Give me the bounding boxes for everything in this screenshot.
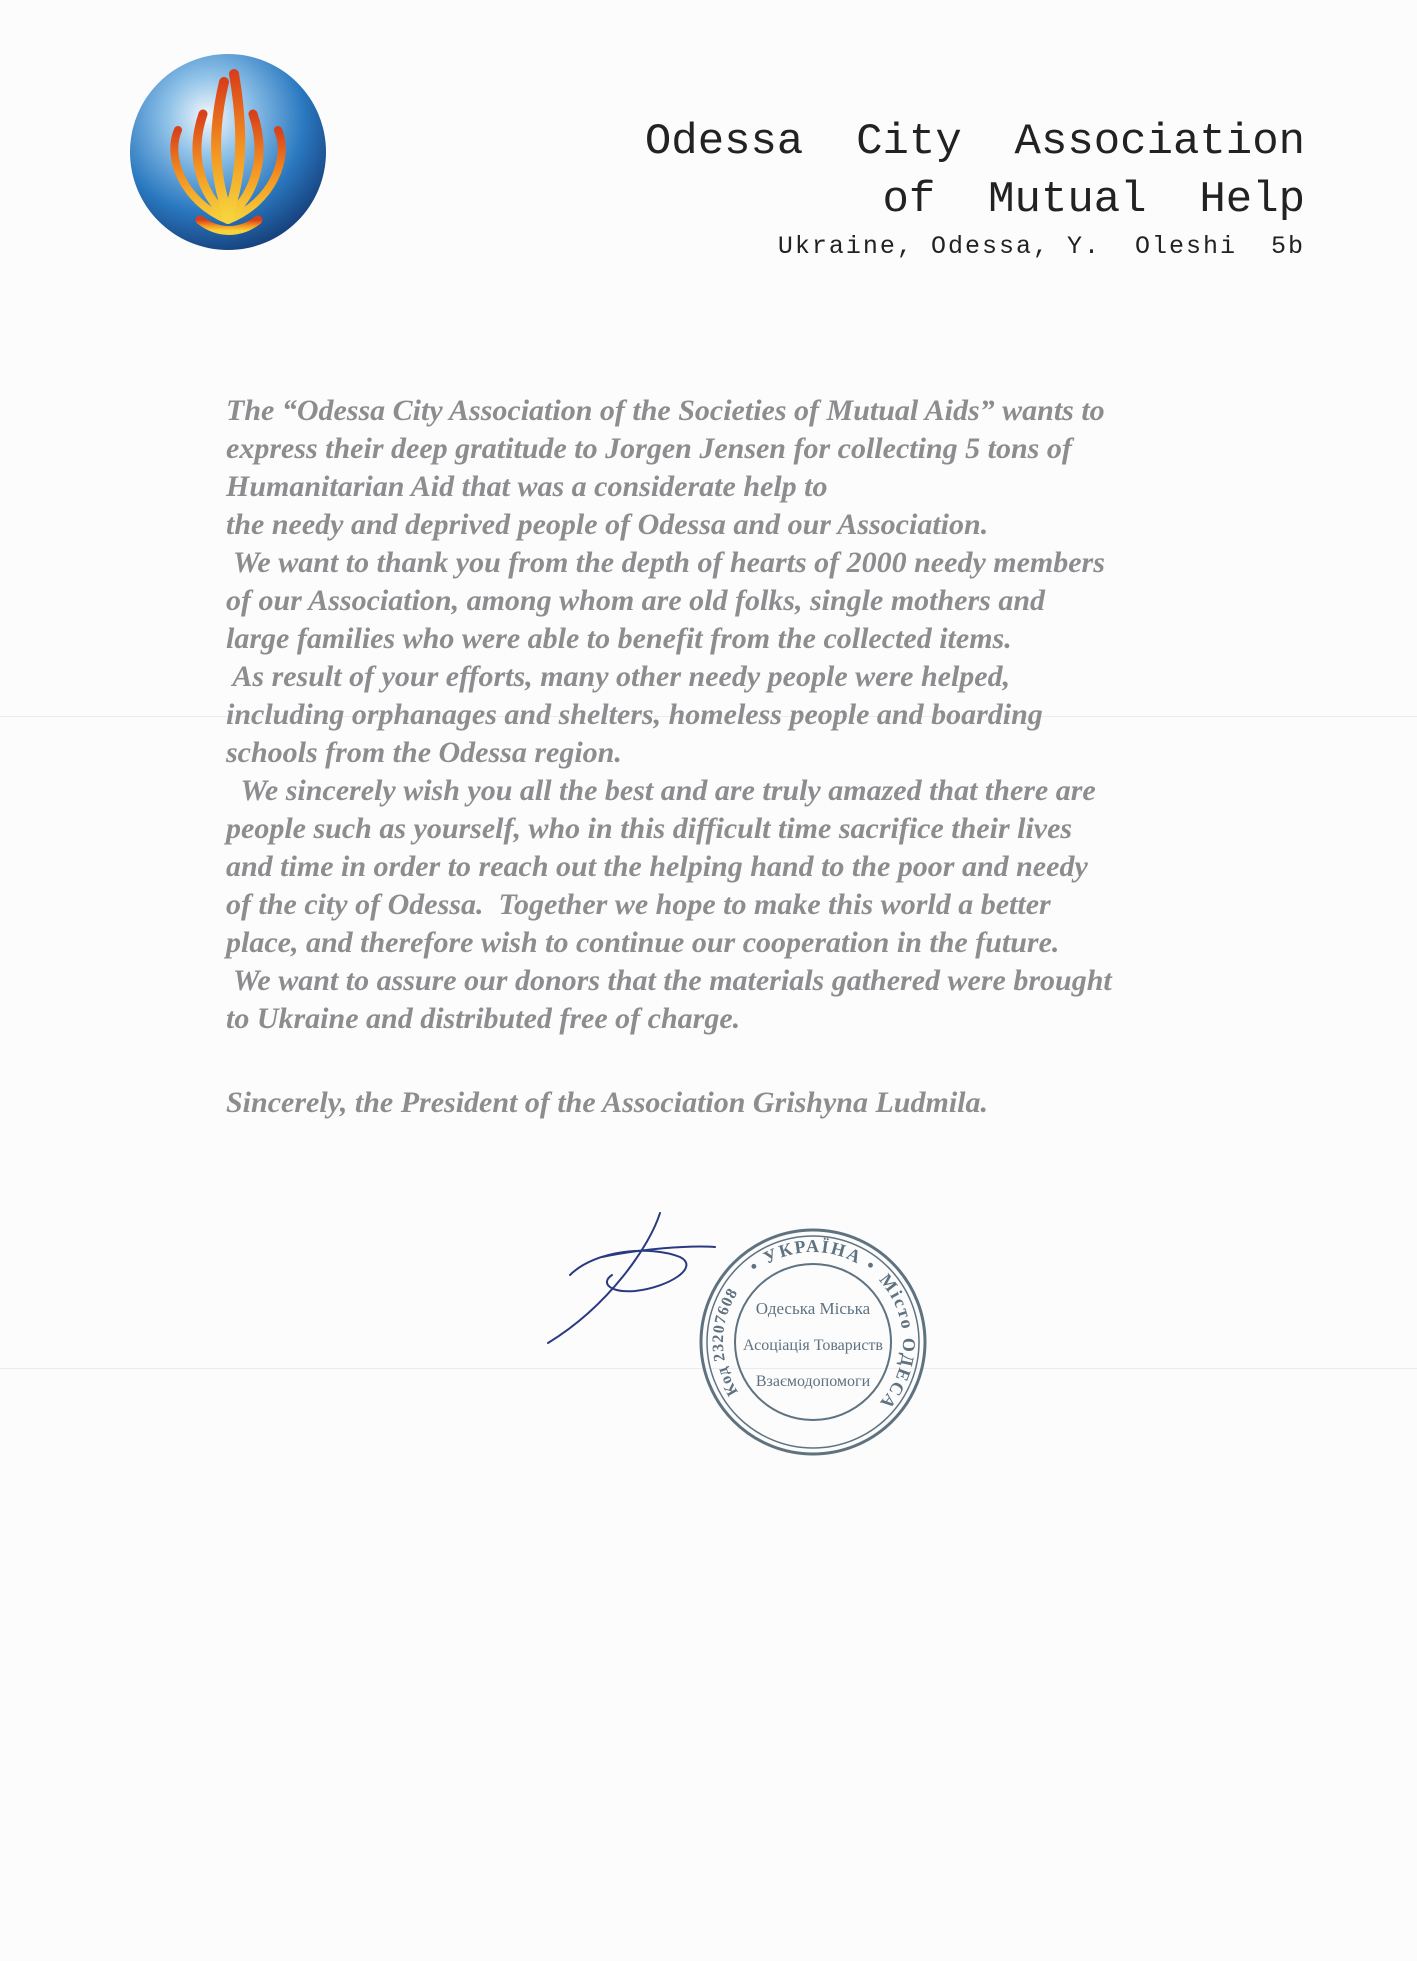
letter-line: We want to thank you from the depth of hearts of 2000 needy members xyxy=(226,546,1105,579)
letter-line: The “Odessa City Association of the Societies of Mutual Aids” wants to xyxy=(226,394,1105,427)
letter-line: including orphanages and shelters, homeless people and boarding xyxy=(226,698,1043,731)
letter-line: of our Association, among whom are old folks, single mothers and xyxy=(226,584,1046,617)
letter-line: Humanitarian Aid that was a considerate help to xyxy=(226,470,828,503)
letter-line: place, and therefore wish to continue our cooperation in the future. xyxy=(226,926,1060,959)
closing-signoff: Sincerely, the President of the Association Grishyna Ludmila. xyxy=(226,1086,988,1119)
stamp-line2: Асоціація Товариств xyxy=(743,1337,883,1354)
letter-line: and time in order to reach out the helping hand to the poor and needy xyxy=(226,850,1088,883)
official-stamp xyxy=(683,1212,943,1472)
letter-line: the needy and deprived people of Odessa and our Association. xyxy=(226,508,989,541)
stamp-line1: Одеська Міська xyxy=(755,1299,871,1318)
letter-line: of the city of Odessa. Together we hope to make this world a better xyxy=(226,888,1051,921)
letter-line: express their deep gratitude to Jorgen Jensen for collecting 5 tons of xyxy=(226,432,1072,465)
stamp-ring-left: Код 23207608 xyxy=(709,1285,742,1399)
letter-line: people such as yourself, who in this difficult time sacrifice their lives xyxy=(226,812,1073,845)
stamp-ring-right: Місто ОДЕСА xyxy=(875,1269,920,1415)
stamp-ring-top: • УКРАЇНА • xyxy=(745,1235,881,1277)
stamp-line3: Взаємодопомоги xyxy=(755,1373,871,1390)
org-address: Ukraine, Odessa, Y. Oleshi 5b xyxy=(777,232,1305,261)
letter-line: We sincerely wish you all the best and are truly amazed that there are xyxy=(226,774,1096,807)
letter-body xyxy=(226,392,1266,1038)
letter-line: As result of your efforts, many other needy people were helped, xyxy=(226,660,1011,693)
letter-line: We want to assure our donors that the materials gathered were brought xyxy=(226,964,1112,997)
letter-line: to Ukraine and distributed free of charge. xyxy=(226,1002,741,1035)
org-name-line1: Odessa City Association xyxy=(644,117,1305,167)
letter-line: large families who were able to benefit from the collected items. xyxy=(226,622,1012,655)
org-name-line2: of Mutual Help xyxy=(882,175,1305,225)
letter-line: schools from the Odessa region. xyxy=(226,736,622,769)
association-logo xyxy=(128,52,328,252)
